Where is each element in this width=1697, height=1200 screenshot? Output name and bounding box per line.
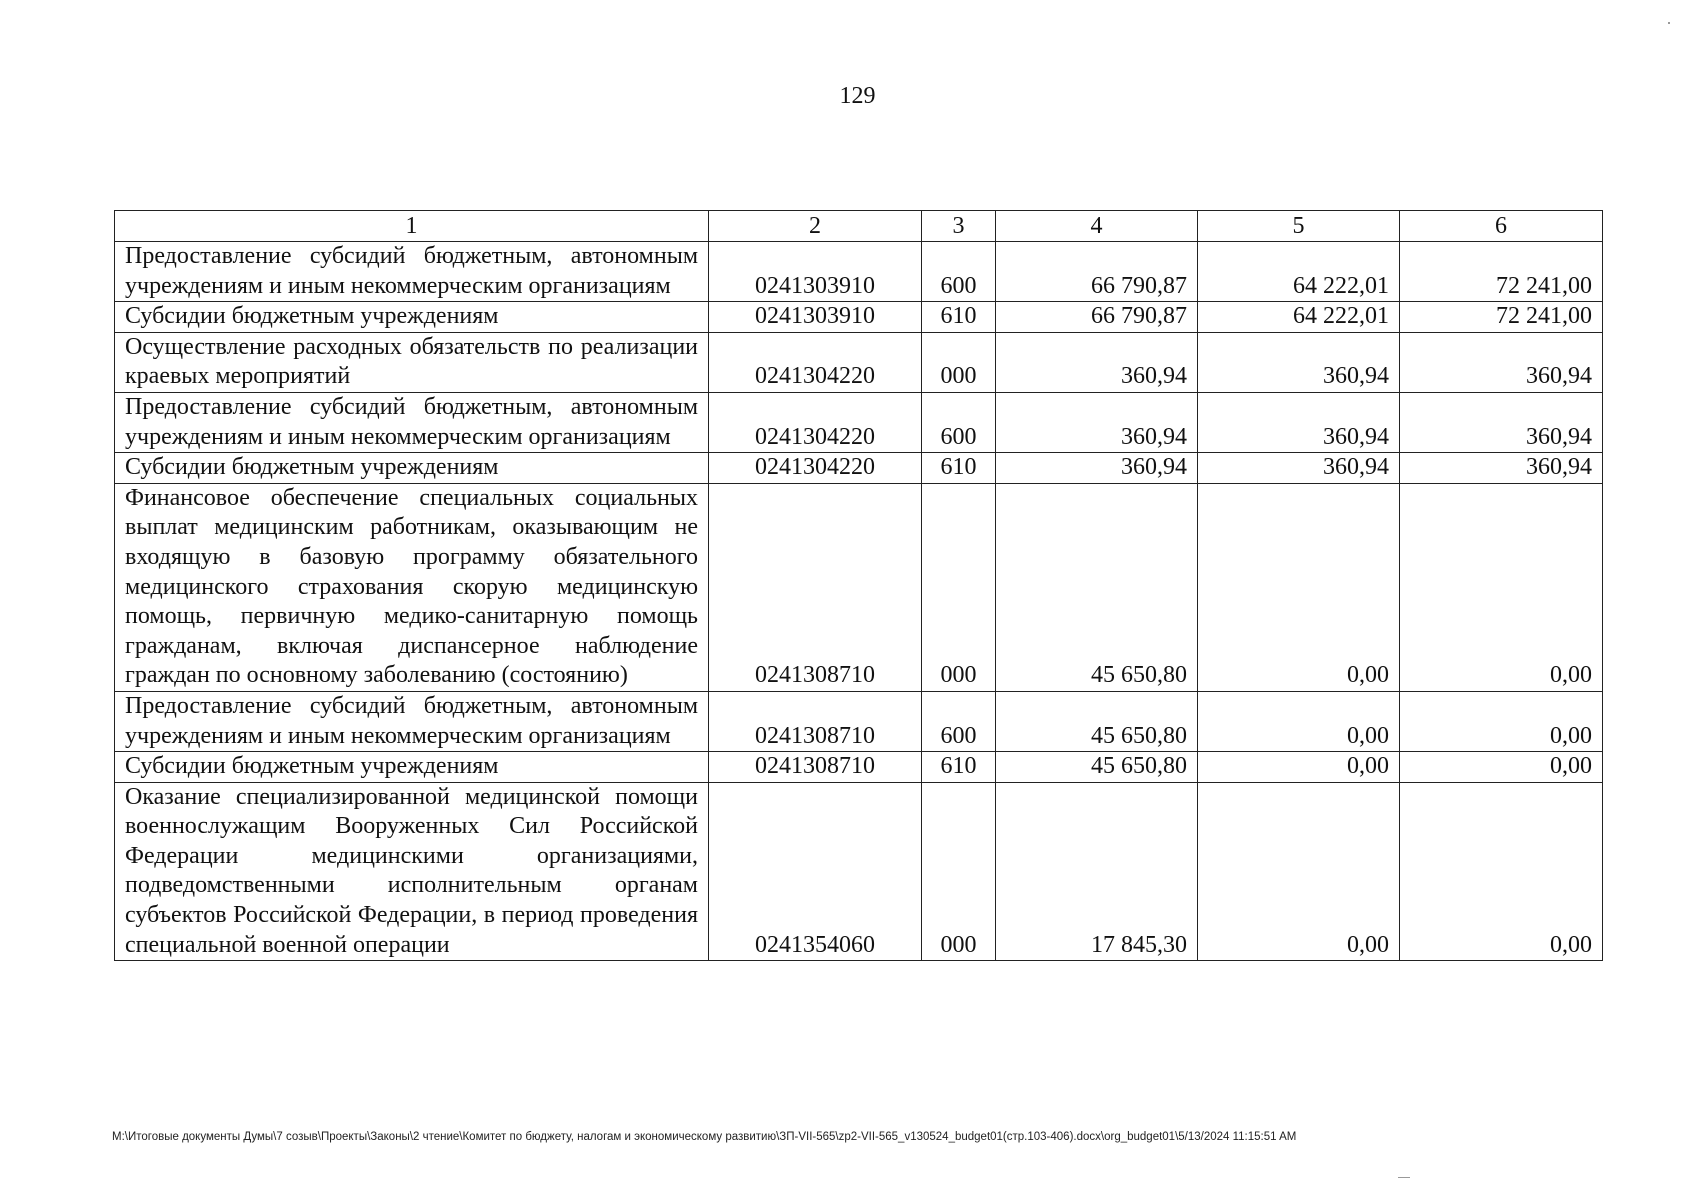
row-code: 0241308710 bbox=[709, 483, 922, 691]
budget-table bbox=[114, 210, 1603, 961]
row-value-1: 360,94 bbox=[996, 392, 1198, 452]
table-row bbox=[115, 782, 1603, 961]
row-code: 0241303910 bbox=[709, 242, 922, 302]
column-header: 6 bbox=[1400, 211, 1603, 242]
row-name: Оказание специализированной медицинской помощи военнослужащим Вооруженных Сил Российской Федерации медицинскими организациями, подведомственными исполнительным органам субъектов Российской Федерации, в период проведения специальной военной операции bbox=[115, 782, 709, 961]
row-name: Предоставление субсидий бюджетным, автономным учреждениям и иным некоммерческим организациям bbox=[115, 392, 709, 452]
row-kind: 600 bbox=[922, 691, 996, 751]
row-value-3: 0,00 bbox=[1400, 782, 1603, 961]
row-kind: 610 bbox=[922, 453, 996, 484]
row-code: 0241308710 bbox=[709, 691, 922, 751]
table-row bbox=[115, 392, 1603, 452]
row-kind: 000 bbox=[922, 332, 996, 392]
row-value-3: 72 241,00 bbox=[1400, 242, 1603, 302]
scan-speck bbox=[1398, 1177, 1410, 1178]
row-value-1: 45 650,80 bbox=[996, 483, 1198, 691]
row-value-1: 66 790,87 bbox=[996, 242, 1198, 302]
table-header-row bbox=[115, 211, 1603, 242]
row-value-3: 0,00 bbox=[1400, 483, 1603, 691]
table-row bbox=[115, 242, 1603, 302]
row-name: Субсидии бюджетным учреждениям bbox=[115, 752, 709, 783]
row-name: Субсидии бюджетным учреждениям bbox=[115, 453, 709, 484]
scan-speck bbox=[1668, 22, 1670, 24]
row-value-1: 360,94 bbox=[996, 332, 1198, 392]
footer-file-path: M:\Итоговые документы Думы\7 созыв\Проекты\Законы\2 чтение\Комитет по бюджету, налогам и экономическому развитию\ЗП-VII-565\zp2-VII-565_v130524_budget01(стр.103-406).docx\org_budget01\5/13/2024 11:15:51 AM bbox=[112, 1131, 1297, 1143]
row-value-2: 64 222,01 bbox=[1198, 302, 1400, 333]
row-value-1: 66 790,87 bbox=[996, 302, 1198, 333]
row-kind: 600 bbox=[922, 242, 996, 302]
row-value-2: 0,00 bbox=[1198, 483, 1400, 691]
row-code: 0241304220 bbox=[709, 332, 922, 392]
table-row bbox=[115, 691, 1603, 751]
row-value-3: 0,00 bbox=[1400, 691, 1603, 751]
column-header: 1 bbox=[115, 211, 709, 242]
row-value-2: 360,94 bbox=[1198, 392, 1400, 452]
column-header: 2 bbox=[709, 211, 922, 242]
row-value-1: 17 845,30 bbox=[996, 782, 1198, 961]
row-value-3: 360,94 bbox=[1400, 332, 1603, 392]
row-value-3: 360,94 bbox=[1400, 453, 1603, 484]
row-kind: 000 bbox=[922, 483, 996, 691]
column-header: 5 bbox=[1198, 211, 1400, 242]
row-value-3: 72 241,00 bbox=[1400, 302, 1603, 333]
column-header: 3 bbox=[922, 211, 996, 242]
row-name: Предоставление субсидий бюджетным, автономным учреждениям и иным некоммерческим организациям bbox=[115, 691, 709, 751]
row-value-2: 0,00 bbox=[1198, 782, 1400, 961]
row-code: 0241304220 bbox=[709, 453, 922, 484]
row-code: 0241354060 bbox=[709, 782, 922, 961]
table-row bbox=[115, 302, 1603, 333]
column-header: 4 bbox=[996, 211, 1198, 242]
row-value-1: 45 650,80 bbox=[996, 691, 1198, 751]
row-name: Осуществление расходных обязательств по реализации краевых мероприятий bbox=[115, 332, 709, 392]
table-row bbox=[115, 332, 1603, 392]
row-name: Предоставление субсидий бюджетным, автономным учреждениям и иным некоммерческим организациям bbox=[115, 242, 709, 302]
row-name: Финансовое обеспечение специальных социальных выплат медицинским работникам, оказывающим не входящую в базовую программу обязательного медицинского страхования скорую медицинскую помощь, первичную медико-санитарную помощь гражданам, включая диспансерное наблюдение граждан по основному заболеванию (состоянию) bbox=[115, 483, 709, 691]
table-row bbox=[115, 453, 1603, 484]
row-value-2: 0,00 bbox=[1198, 752, 1400, 783]
row-value-2: 0,00 bbox=[1198, 691, 1400, 751]
table-row bbox=[115, 752, 1603, 783]
row-code: 0241303910 bbox=[709, 302, 922, 333]
row-kind: 000 bbox=[922, 782, 996, 961]
row-value-3: 360,94 bbox=[1400, 392, 1603, 452]
table-row bbox=[115, 483, 1603, 691]
row-value-2: 64 222,01 bbox=[1198, 242, 1400, 302]
row-value-2: 360,94 bbox=[1198, 453, 1400, 484]
row-kind: 610 bbox=[922, 752, 996, 783]
row-value-1: 360,94 bbox=[996, 453, 1198, 484]
row-value-1: 45 650,80 bbox=[996, 752, 1198, 783]
row-code: 0241304220 bbox=[709, 392, 922, 452]
page-number: 129 bbox=[839, 83, 876, 109]
row-code: 0241308710 bbox=[709, 752, 922, 783]
row-kind: 600 bbox=[922, 392, 996, 452]
row-name: Субсидии бюджетным учреждениям bbox=[115, 302, 709, 333]
row-value-3: 0,00 bbox=[1400, 752, 1603, 783]
row-kind: 610 bbox=[922, 302, 996, 333]
row-value-2: 360,94 bbox=[1198, 332, 1400, 392]
